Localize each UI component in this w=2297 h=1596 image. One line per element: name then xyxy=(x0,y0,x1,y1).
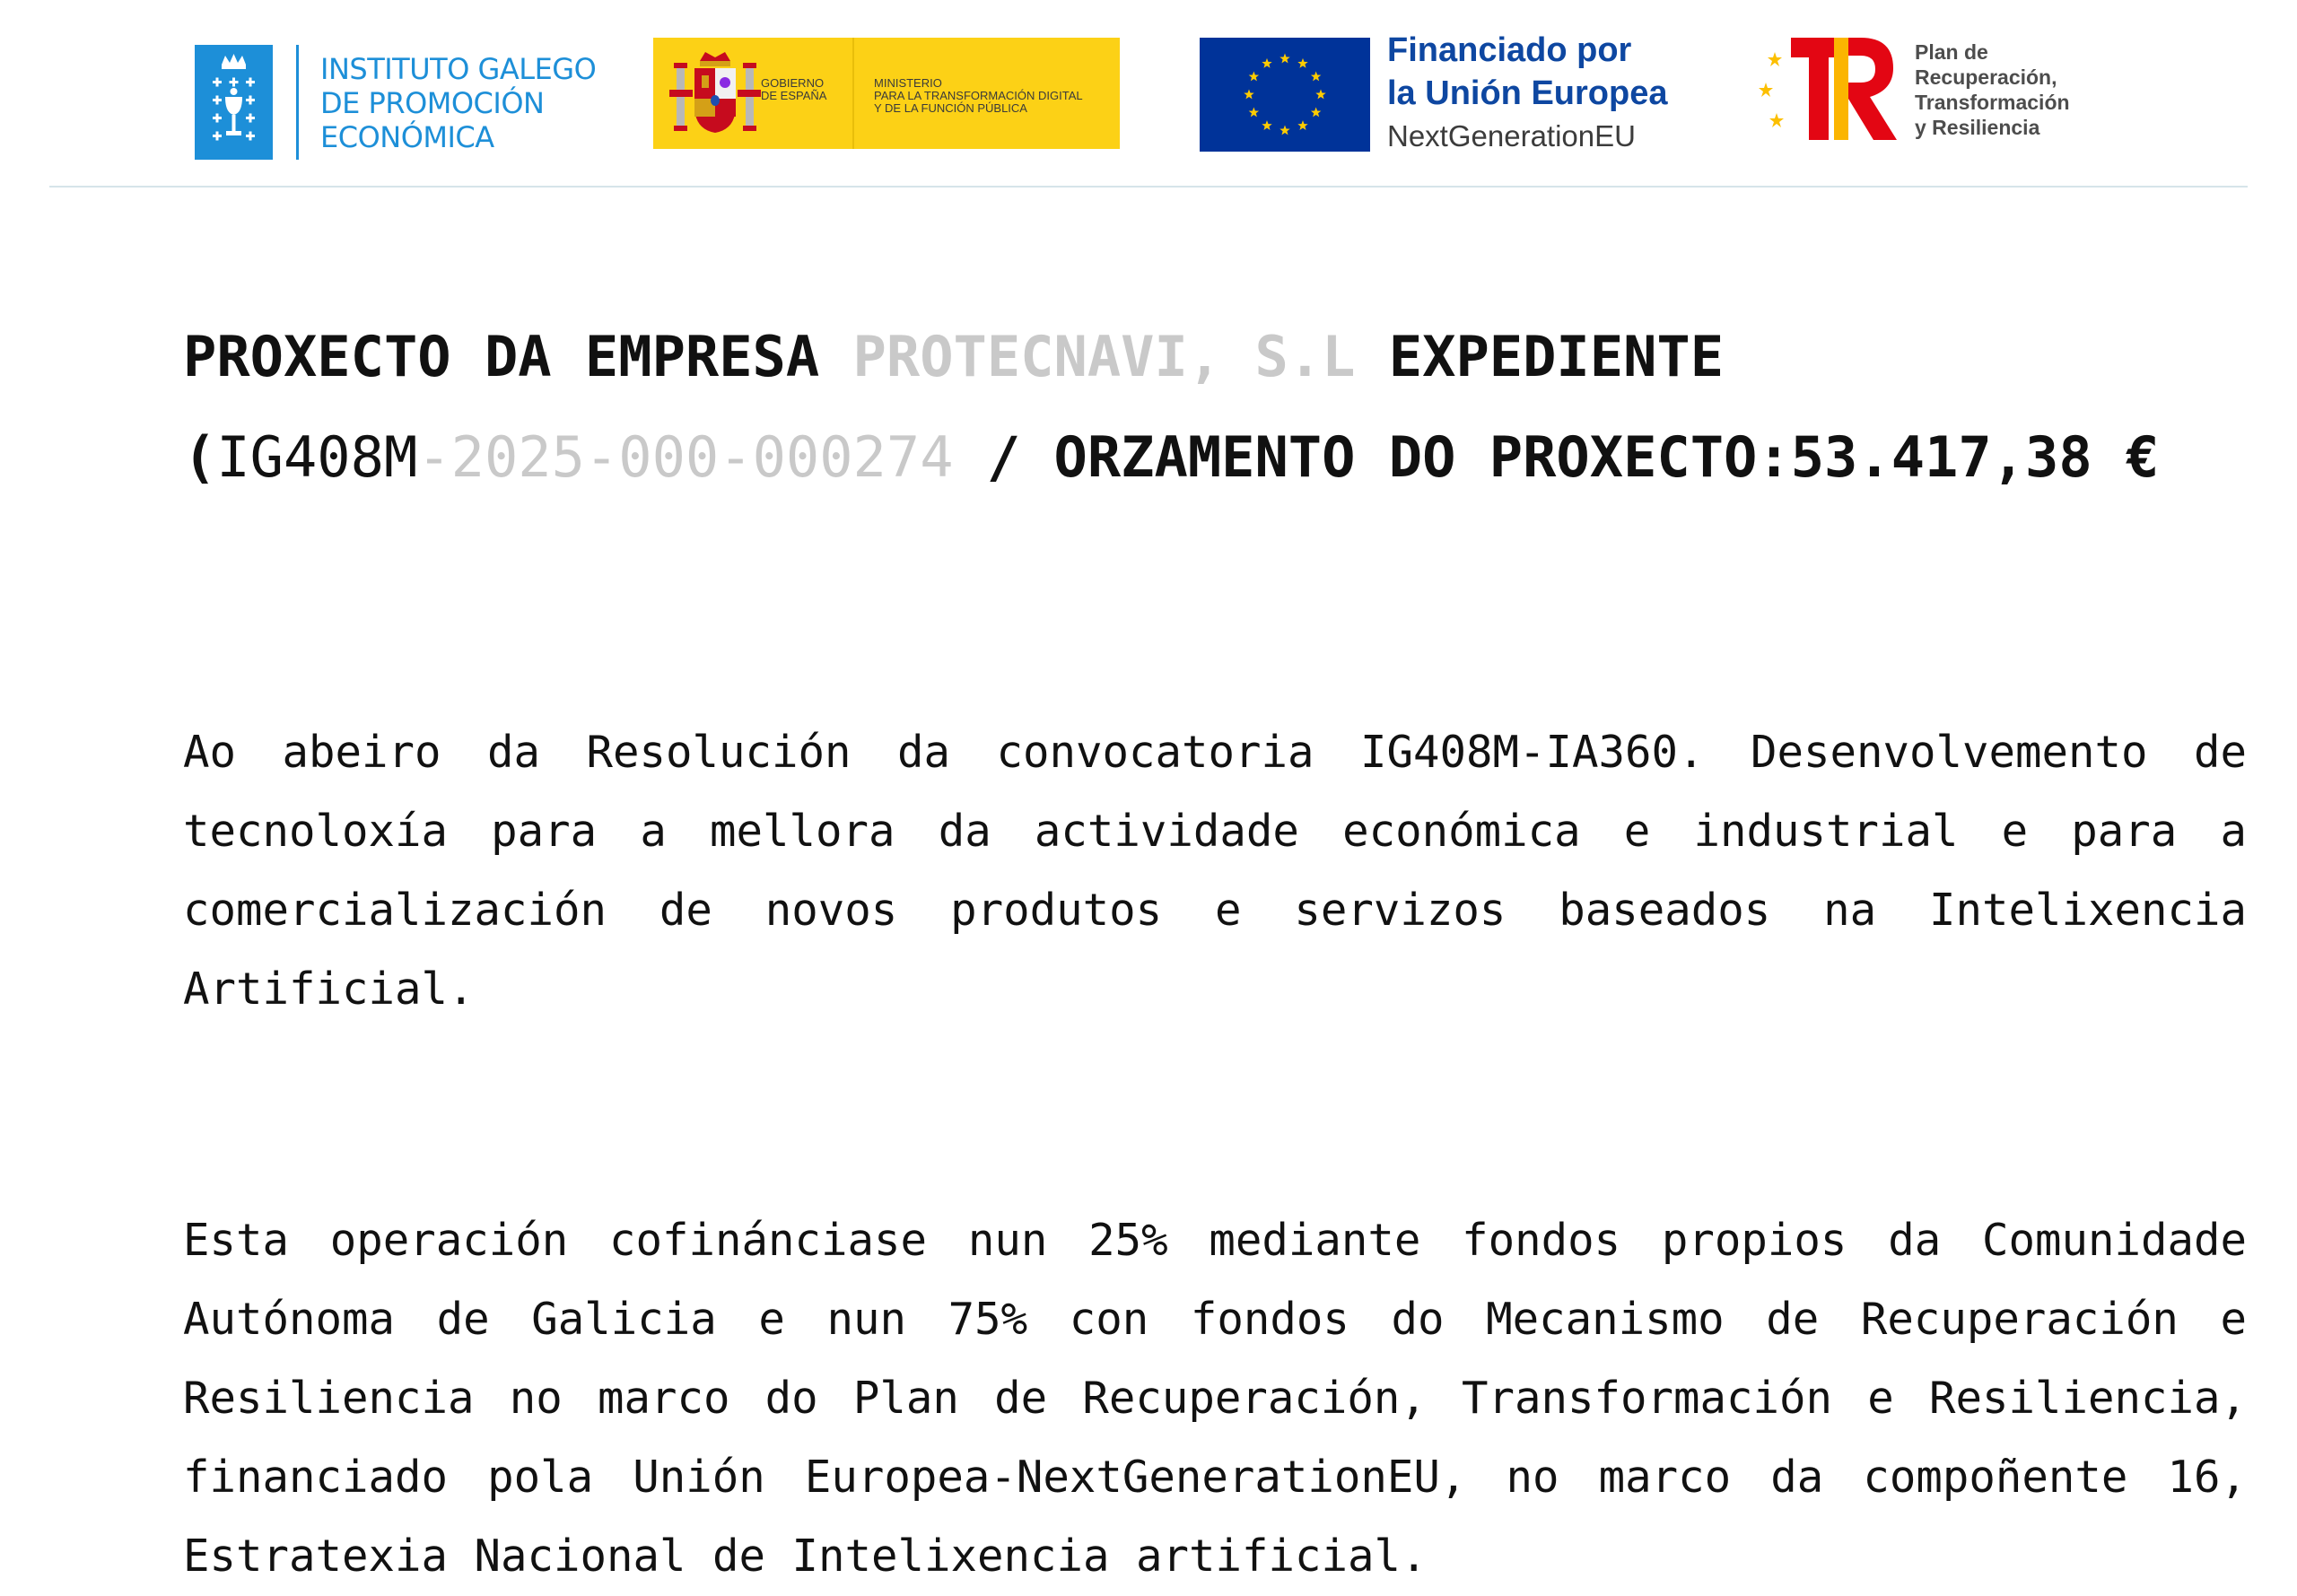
eu-line-1: Financiado por xyxy=(1387,31,1632,69)
igape-separator xyxy=(296,45,299,160)
eu-flag-icon xyxy=(1200,38,1370,152)
galicia-emblem-icon xyxy=(195,45,273,160)
header-divider xyxy=(49,186,2248,188)
igape-line: DE PROMOCIÓN xyxy=(320,86,545,120)
eu-line-3: NextGenerationEU xyxy=(1387,119,1636,153)
eu-star-icon xyxy=(1262,120,1271,130)
prtr-line: Transformación xyxy=(1915,91,2070,114)
eu-star-icon xyxy=(1280,54,1289,64)
igape-line: ECONÓMICA xyxy=(320,120,494,154)
spain-coat-of-arms-icon xyxy=(666,48,764,138)
ministerio-name: MINISTERIO PARA LA TRANSFORMACIÓN DIGITAL Y DE LA FUNCIÓN PÚBLICA xyxy=(874,76,1083,115)
resolution-paragraph: Ao abeiro da Resolución da convocatoria IG408M-IA360. Desenvolvemento de tecnoloxía para a mellora da actividade económica e industrial e para a comercialización de novos produtos e servizos baseados na Intelixencia Artificial. xyxy=(183,727,2247,1015)
project-heading xyxy=(183,307,2247,508)
eu-star-icon xyxy=(1280,126,1289,135)
prtr-line: y Resiliencia xyxy=(1915,116,2040,139)
eu-star-icon xyxy=(1249,108,1259,118)
igape-name xyxy=(320,52,596,154)
budget-label: / ORZAMENTO DO PROXECTO: xyxy=(953,424,1791,490)
heading-line-2 xyxy=(183,407,2247,508)
eu-star-icon xyxy=(1311,72,1321,82)
heading-prefix: PROXECTO DA EMPRESA xyxy=(183,324,853,389)
eu-line-2: la Unión Europea xyxy=(1387,74,1668,112)
prtr-logo-icon xyxy=(1759,34,1902,144)
eu-star-icon xyxy=(1297,120,1307,130)
heading-line-1 xyxy=(183,307,2247,407)
eu-star-icon xyxy=(1297,58,1307,68)
expediente-label: EXPEDIENTE xyxy=(1388,324,1725,389)
igape-line: INSTITUTO GALEGO xyxy=(320,52,597,86)
prtr-line: Recuperación, xyxy=(1915,65,2057,89)
gobierno-name: GOBIERNO DE ESPAÑA xyxy=(761,76,827,102)
eu-star-icon xyxy=(1244,90,1253,100)
eu-star-icon xyxy=(1311,108,1321,118)
eu-funding-text xyxy=(1387,29,1667,158)
prtr-line: Plan de xyxy=(1915,40,1988,64)
open-paren: ( xyxy=(183,424,217,490)
company-name: PROTECNAVI, S.L xyxy=(852,324,1356,389)
budget-value: 53.417,38 € xyxy=(1790,424,2160,490)
eu-star-icon xyxy=(1262,58,1271,68)
logo-bar xyxy=(0,0,2297,188)
file-number: -2025-000-000274 xyxy=(417,424,954,490)
gobierno-logo xyxy=(653,38,1120,149)
prtr-name xyxy=(1915,39,2070,140)
igape-logo xyxy=(195,45,607,160)
eu-star-icon xyxy=(1315,90,1325,100)
gobierno-separator xyxy=(852,38,854,149)
file-prefix: IG408M xyxy=(216,424,418,490)
eu-star-icon xyxy=(1249,72,1259,82)
cofinancing-paragraph: Esta operación cofinánciase nun 25% mediante fondos propios da Comunidade Autónoma de Galicia e nun 75% con fondos do Mecanismo de Recuperación e Resiliencia no marco do Plan de Recuperación, Transformación e Resiliencia, financiado pola Unión Europea-NextGenerationEU, no marco da compoñente 16, Estratexia Nacional de Intelixencia artificial. xyxy=(183,1215,2247,1582)
